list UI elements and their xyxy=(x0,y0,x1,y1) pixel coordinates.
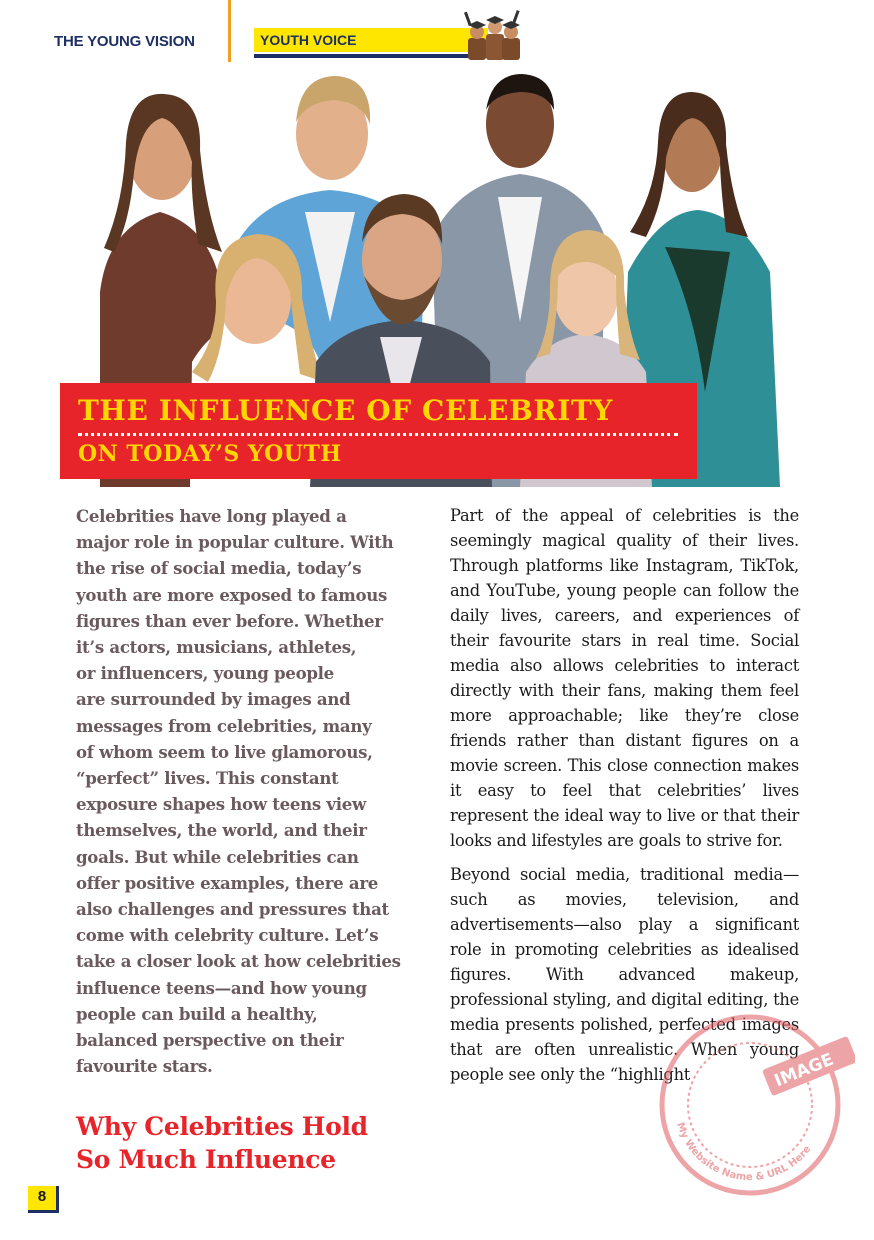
intro-line: people can build a healthy, xyxy=(76,1003,318,1024)
page-number-box xyxy=(28,1186,59,1213)
intro-line: “perfect” lives. This constant xyxy=(76,768,339,789)
watermark-label: IMAGE xyxy=(771,1049,837,1092)
intro-line: messages from celebrities, many xyxy=(76,715,372,736)
intro-line: major role in popular culture. With xyxy=(76,532,394,553)
section-heading xyxy=(76,1110,436,1176)
intro-line: goals. But while celebrities can xyxy=(76,846,359,867)
intro-line: exposure shapes how teens view xyxy=(76,794,366,815)
section-heading-line: So Much Influence xyxy=(76,1145,336,1174)
intro-line: come with celebrity culture. Let’s xyxy=(76,925,379,946)
body-paragraph: Part of the appeal of celebrities is the seemingly magical quality of their lives. Through platforms like Instagram, TikTok, and YouTube, young people can follow the daily lives, careers, and experiences of their favourite stars in real time. Social media also allows celebrities to interact directly with their fans, making them feel more approachable; like they’re close friends rather than distant figures on a movie screen. This close connection makes it easy to feel that celebrities’ lives represent the ideal way to live or that their looks and lifestyles are goals to strive for. xyxy=(450,506,799,850)
intro-line: influence teens—and how young xyxy=(76,977,367,998)
graduates-cartoon-icon xyxy=(462,8,524,62)
watermark-caption: My Website Name & URL Here xyxy=(674,1121,814,1184)
header-divider xyxy=(228,0,231,62)
body-paragraph: Beyond social media, traditional media—such as movies, television, and advertisements—also play a significant role in promoting celebrities as idealised figures. With advanced makeup, professional styling, and digital editing, the media presents polished, perfected images that are often unrealistic. When young people see only the “highlight xyxy=(450,865,799,1084)
publication-name: THE YOUNG VISION xyxy=(54,33,195,50)
intro-line: it’s actors, musicians, athletes, xyxy=(76,637,357,658)
article-subtitle: ON TODAY’S YOUTH xyxy=(78,441,342,467)
title-dotted-divider xyxy=(78,433,678,436)
body-column xyxy=(450,503,799,1096)
intro-line: themselves, the world, and their xyxy=(76,820,367,841)
watermark-stamp xyxy=(645,1010,855,1200)
intro-line: take a closer look at how celebrities xyxy=(76,951,401,972)
intro-line: the rise of social media, today’s xyxy=(76,558,362,579)
intro-line: of whom seem to live glamorous, xyxy=(76,741,373,762)
section-label: YOUTH VOICE xyxy=(260,32,357,48)
article-title-banner xyxy=(60,383,697,479)
intro-column xyxy=(76,503,428,1079)
intro-line: Celebrities have long played a xyxy=(76,506,347,526)
section-tab xyxy=(254,28,488,52)
article-title: THE INFLUENCE OF CELEBRITY xyxy=(78,394,613,427)
intro-line: youth are more exposed to famous xyxy=(76,584,388,605)
intro-line: or influencers, young people xyxy=(76,663,334,684)
intro-line: favourite stars. xyxy=(76,1056,213,1077)
intro-line: also challenges and pressures that xyxy=(76,899,389,920)
section-heading-line: Why Celebrities Hold xyxy=(76,1112,368,1141)
intro-line: figures than ever before. Whether xyxy=(76,610,383,631)
page-number: 8 xyxy=(37,1188,47,1205)
intro-line: balanced perspective on their xyxy=(76,1030,344,1051)
intro-line: are surrounded by images and xyxy=(76,689,351,710)
intro-line: offer positive examples, there are xyxy=(76,872,379,893)
